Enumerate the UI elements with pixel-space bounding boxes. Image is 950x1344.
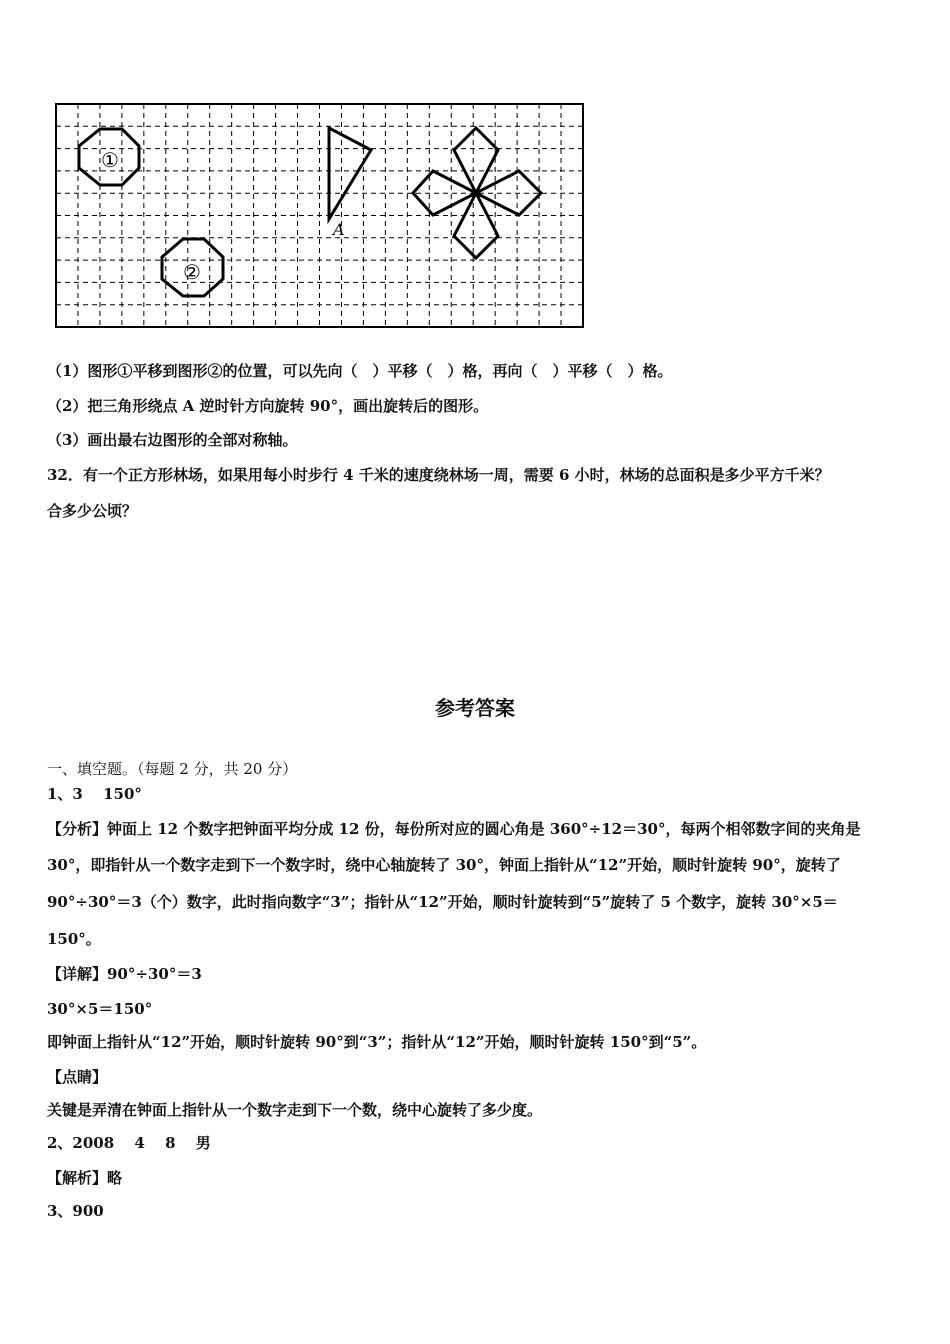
analysis-line-4: 150°。 — [47, 930, 101, 948]
comment-text: 关键是弄清在钟面上指针从一个数字走到下一个数，绕中心旋转了多少度。 — [47, 1101, 543, 1119]
point-a-label: A — [333, 220, 345, 239]
kite-flower-shape — [413, 128, 541, 258]
detail-line-1: 【详解】90°÷30°＝3 — [47, 965, 202, 983]
analysis-line-3: 90°÷30°＝3（个）数字，此时指向数字“3”；指针从“12”开始，顺时针旋转到“5”旋转了 5 个数字，旋转 30°×5＝ — [47, 893, 838, 911]
answers-title: 参考答案 — [435, 696, 515, 720]
grid-lines — [56, 104, 583, 327]
detail-line-2: 30°×5＝150° — [47, 1000, 153, 1018]
section-heading: 一、填空题。（每题 2 分，共 20 分） — [47, 760, 298, 778]
answer-2: 2、2008 4 8 男 — [47, 1134, 211, 1152]
analysis-line-2: 30°，即指针从一个数字走到下一个数字时，绕中心轴旋转了 30°，钟面上指针从“12”开始，顺时针旋转 90°，旋转了 — [47, 856, 841, 874]
detail-line-3: 即钟面上指针从“12”开始，顺时针旋转 90°到“3”；指针从“12”开始，顺时针旋转 150°到“5”。 — [47, 1033, 707, 1051]
question-part-3: （3）画出最右边图形的全部对称轴。 — [47, 431, 298, 449]
question-32-line-1: 32．有一个正方形林场，如果用每小时步行 4 千米的速度绕林场一周，需要 6 小时，林场的总面积是多少平方千米？ — [47, 466, 830, 484]
comment-heading: 【点睛】 — [47, 1068, 108, 1086]
shape-label-2: ② — [183, 260, 201, 284]
grid-figure — [52, 100, 588, 332]
question-32-line-2: 合多少公顷？ — [47, 502, 138, 520]
shape-label-1: ① — [101, 148, 119, 172]
question-part-2: （2）把三角形绕点 A 逆时针方向旋转 90°，画出旋转后的图形。 — [47, 397, 489, 415]
answer-3: 3、900 — [47, 1202, 104, 1220]
triangle-shape — [329, 128, 371, 219]
answer-1: 1、3 150° — [47, 785, 142, 803]
analysis-line-1: 【分析】钟面上 12 个数字把钟面平均分成 12 份，每份所对应的圆心角是 360°÷12＝30°，每两个相邻数字间的夹角是 — [47, 820, 861, 838]
question-part-1: （1）图形①平移到图形②的位置，可以先向（ ）平移（ ）格，再向（ ）平移（ ）格。 — [47, 362, 673, 380]
answer-2-analysis: 【解析】略 — [47, 1169, 123, 1187]
